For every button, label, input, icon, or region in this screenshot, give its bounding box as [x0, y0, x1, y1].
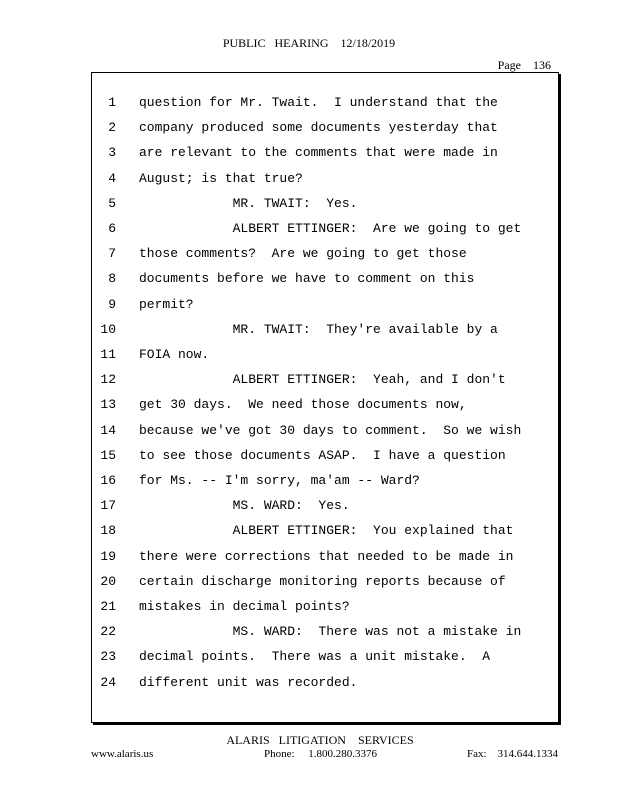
line-number: 16: [100, 473, 116, 488]
line-text: because we've got 30 days to comment. So we wish: [139, 422, 522, 438]
transcript-line: [92, 169, 562, 189]
line-text: permit?: [139, 296, 194, 312]
transcript-line: [92, 269, 562, 289]
page-header-title: PUBLIC HEARING 12/18/2019: [222, 36, 396, 50]
line-number: 9: [108, 296, 116, 312]
line-number: 5: [108, 195, 116, 211]
line-number: 1: [108, 95, 116, 110]
line-text: ALBERT ETTINGER: You explained that: [139, 523, 514, 539]
line-text: there were corrections that needed to be made in: [139, 548, 514, 564]
transcript-line: [92, 471, 562, 491]
page-number: Page 136: [497, 58, 551, 72]
line-text: ALBERT ETTINGER: Are we going to get: [139, 221, 522, 236]
line-text: those comments? Are we going to get those: [139, 246, 467, 262]
transcript-line: [92, 572, 562, 592]
line-number: 8: [108, 271, 116, 287]
line-text: mistakes in decimal points?: [139, 599, 350, 614]
line-number: 12: [100, 372, 116, 388]
line-text: MR. TWAIT: They're available by a: [139, 321, 498, 337]
transcript-line: [92, 622, 562, 642]
line-text: FOIA now.: [139, 347, 210, 362]
line-number: 18: [100, 523, 116, 539]
line-text: decimal points. There was a unit mistake. A: [139, 649, 491, 665]
transcript-line: [92, 521, 562, 541]
line-text: to see those documents ASAP. I have a question: [139, 447, 506, 463]
transcript-line: [92, 118, 562, 138]
footer-phone: Phone: 1.800.280.3376: [264, 748, 378, 760]
line-text: MS. WARD: There was not a mistake in: [139, 624, 522, 640]
line-text: get 30 days. We need those documents now,: [139, 397, 467, 413]
line-text: for Ms. -- I'm sorry, ma'am -- Ward?: [139, 473, 420, 488]
line-number: 6: [108, 221, 116, 236]
line-text: ALBERT ETTINGER: Yeah, and I don't: [139, 372, 506, 388]
line-text: MS. WARD: Yes.: [139, 498, 350, 514]
line-text: documents before we have to comment on this: [139, 271, 475, 287]
line-number: 4: [108, 170, 116, 186]
transcript-line: [92, 547, 562, 567]
line-text: August; is that true?: [139, 170, 303, 186]
transcript-line: [92, 219, 562, 239]
line-text: are relevant to the comments that were made in: [139, 145, 498, 161]
footer-website: www.alaris.us: [91, 748, 154, 760]
transcript-line: [92, 597, 562, 617]
transcript-line: [92, 143, 562, 163]
line-number: 2: [108, 120, 116, 136]
line-text: different unit was recorded.: [139, 674, 358, 690]
line-number: 21: [100, 599, 116, 614]
transcript-line: [92, 496, 562, 516]
transcript-line: [92, 395, 562, 415]
transcript-line: [92, 194, 562, 214]
footer-fax: Fax: 314.644.1334: [467, 748, 559, 760]
transcript-line: [92, 93, 562, 113]
transcript-line: [92, 370, 562, 390]
line-number: 23: [100, 649, 116, 665]
transcript-line: [92, 446, 562, 466]
line-number: 13: [100, 397, 116, 413]
line-number: 11: [100, 347, 116, 362]
line-number: 22: [100, 624, 116, 640]
line-number: 10: [100, 321, 116, 337]
transcript-line: [92, 647, 562, 667]
transcript-line: [92, 673, 562, 693]
line-number: 7: [108, 246, 116, 262]
transcript-line: [92, 320, 562, 340]
line-number: 14: [100, 422, 116, 438]
line-number: 19: [100, 548, 116, 564]
line-text: question for Mr. Twait. I understand that the: [139, 95, 498, 110]
footer-company-name: ALARIS LITIGATION SERVICES: [226, 733, 414, 747]
transcript-line: [92, 244, 562, 264]
line-number: 20: [100, 573, 116, 589]
line-text: company produced some documents yesterday that: [139, 120, 498, 136]
transcript-line: [92, 295, 562, 315]
line-text: MR. TWAIT: Yes.: [139, 195, 358, 211]
transcript-line: [92, 421, 562, 441]
line-number: 17: [100, 498, 116, 514]
line-number: 15: [100, 447, 116, 463]
transcript-line: [92, 345, 562, 365]
line-number: 3: [108, 145, 116, 161]
line-text: certain discharge monitoring reports because of: [139, 573, 506, 589]
line-number: 24: [100, 674, 116, 690]
transcript-frame: [91, 72, 559, 723]
